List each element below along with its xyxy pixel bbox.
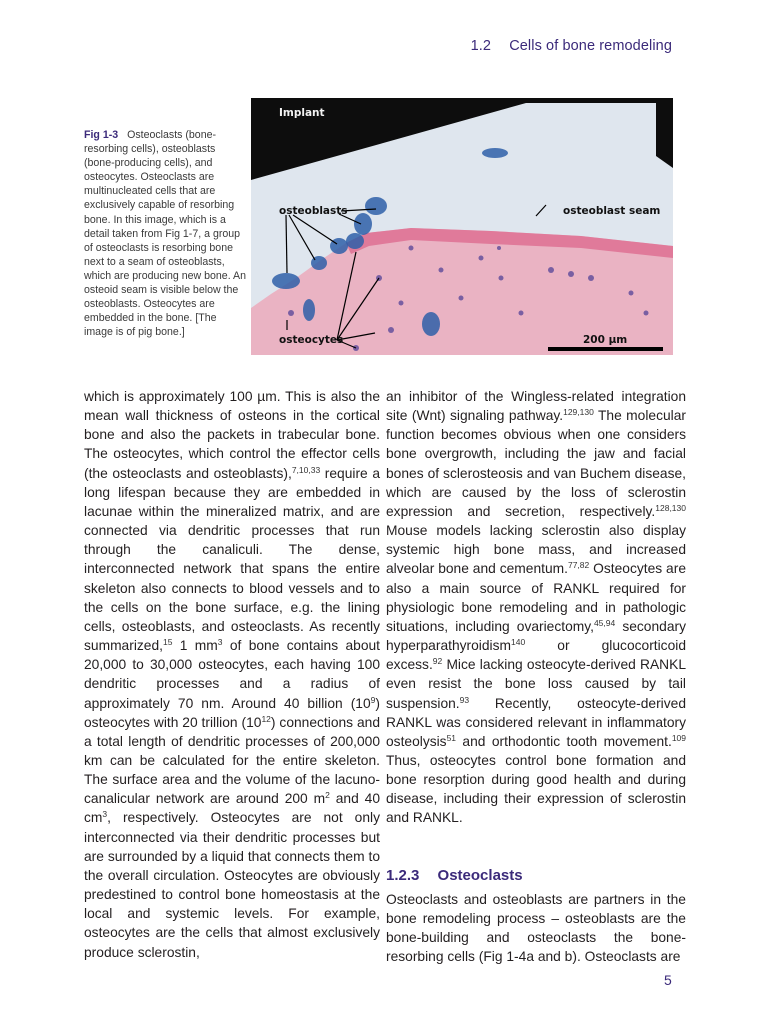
right-column-paragraph-2: Osteoclasts and osteoblasts are partners in the bone remodeling process – osteoblasts are the bone-building and osteoclasts the bone-resorbing cells (Fig 1-4a and b). Osteoclasts are <box>386 891 686 965</box>
running-head-section-number: 1.2 <box>470 38 492 54</box>
scale-bar-label: 200 µm <box>583 334 628 346</box>
section-number: 1.2.3 <box>386 866 420 884</box>
citation-superscript: 3 <box>102 809 108 820</box>
running-head <box>471 38 672 54</box>
left-column <box>84 387 380 962</box>
figure-caption <box>84 128 246 339</box>
figure-label: Fig 1-3 <box>84 129 119 141</box>
running-head-section-title: Cells of bone remodeling <box>509 38 672 54</box>
right-column-paragraph-1: an inhibitor of the Wingless-related integration site (Wnt) signaling pathway.$^{129,130}$ The molecular function becomes obvious when one considers bone overgrowth, including the jaw and facial bones of sclerosteosis and van Buchem disease, which are caused by the loss of sclerostin expression and secretion, respectively.$^{128,130}$ Mouse models lacking sclerostin also display systemic high bone mass, and increased alveolar bone and cementum.$^{77,82}$ Osteocytes are also a main source of RANKL required for physiologic bone remodeling and in pathologic situations, including ovariectomy,$^{45,94}$ secondary hyperparathyroidism$^{140}$ or glucocorticoid excess.$^{92}$ Mice lacking osteocyte-derived RANKL even resist the bone loss caused by tail suspension.$^{93}$ Recently, osteocyte-derived RANKL was considered relevant in inflammatory osteolysis$^{51}$ and orthodontic tooth movement.$^{109}$ Thus, osteocytes control bone formation and bone resorption during good health and during disease, including their expression of sclerostin and RANKL. <box>386 389 686 826</box>
section-title: Osteoclasts <box>437 866 523 884</box>
figure-caption-text: Osteoclasts (bone-resorbing cells), osteoblasts (bone-producing cells), and osteocytes. Osteoclasts are multinucleated cells that are exclusively capable of resorbing bone. In this image, which is a detail taken from Fig 1-7, a group of osteoclasts is resorbing bone next to a seam of osteoblasts, which are producing new bone. An osteoid seam is visible below the osteoblasts. Osteocytes are embedded in the bone. [The image is of pig bone.] <box>84 129 246 339</box>
citation-superscript: 140 <box>511 637 526 648</box>
citation-superscript: 128,130 <box>655 502 686 513</box>
citation-superscript: 109 <box>671 732 686 743</box>
page-number: 5 <box>664 972 672 988</box>
citation-superscript: 93 <box>459 694 470 705</box>
left-column-paragraph: which is approximately 100 µm. This is also the mean wall thickness of osteons in the cortical bone and also the packets in trabecular bone. The osteocytes, which control the effector cells (the osteoclasts and osteoblasts),$^{7,10,33}$ require a long lifespan because they are embedded in lacunae within the mineralized matrix, and are connected via dendritic processes that run through the canaliculi. The dense, interconnected network that spans the entire skeleton also connects to blood vessels and to the cells on the bone surface, e.g. the lining cells, osteoblasts, and osteoclasts. As recently summarized,$^{15}$ 1 $mm^3$ of bone contains about 20,000 to 30,000 osteocytes, each having 100 dendritic processes and a radius of approximately 70 nm. Around 40 billion $(10^9)$ osteocytes with 20 trillion $(10^{12})$ connections and a total length of dendritic processes of 200,000 km can be calculated for the entire skeleton. The surface area and the volume of the lacuno-canalicular network are around 200 $m^2$ and 40 $cm^3$, respectively. Osteocytes are not only interconnected via their dendritic processes but are surrounded by a liquid that connects them to the overall circulation. Osteocytes are obviously predestined to control bone homeostasis at the local and systemic levels. For example, osteocytes are the cells that almost exclusively produce sclerostin, <box>84 389 380 960</box>
citation-superscript: 7,10,33 <box>291 464 321 475</box>
histology-image <box>251 98 673 355</box>
citation-superscript: 3 <box>217 637 223 648</box>
citation-superscript: 2 <box>325 790 330 801</box>
section-heading-osteoclasts <box>386 866 686 886</box>
histology-figure <box>251 98 673 355</box>
citation-superscript: 45,94 <box>593 617 616 628</box>
citation-superscript: 92 <box>432 656 443 667</box>
osteocytes-label: osteocytes <box>279 334 344 346</box>
right-column <box>386 387 686 966</box>
citation-superscript: 51 <box>446 732 457 743</box>
citation-superscript: 9 <box>370 694 376 705</box>
citation-superscript: 77,82 <box>567 560 590 571</box>
osteoblast-seam-label: osteoblast seam <box>563 205 661 217</box>
citation-superscript: 129,130 <box>563 407 594 418</box>
implant-label: Implant <box>279 107 325 119</box>
citation-superscript: 15 <box>162 637 173 648</box>
osteoblasts-label: osteoblasts <box>279 205 348 217</box>
scale-bar <box>548 347 663 351</box>
citation-superscript: 12 <box>261 713 271 724</box>
